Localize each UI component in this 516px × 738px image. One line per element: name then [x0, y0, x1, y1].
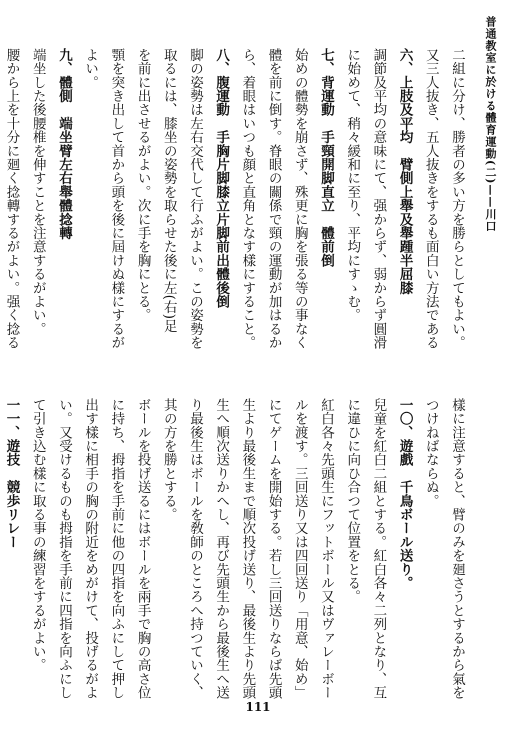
- section-heading: 八、腹運動 手胸片脚膝立片脚前出體後倒: [213, 48, 230, 309]
- section-heading: 一〇、遊戲 千鳥ボール送り。: [396, 398, 413, 590]
- text-column: よい。: [82, 48, 99, 90]
- upper-text-block: [3, 48, 470, 350]
- text-column: に違ひに向ひ合つて位置をとる。: [344, 398, 361, 604]
- section-heading: 六、上肢及平均 臂側上舉及舉踵半屈膝: [396, 48, 413, 295]
- text-column: 兒童を紅白二組とする。紅白各々二列となり、互: [370, 398, 387, 700]
- text-column: に持ち、拇指を手前に他の四指を向ふにして押し: [108, 398, 125, 700]
- text-column: 樣に注意すると、臂のみを廻さうとするから氣を: [449, 398, 465, 700]
- page-number: 111: [245, 700, 271, 714]
- text-column: 生へ順次送りかへし、再び先頭生から最後生へ送: [213, 398, 230, 700]
- text-column: に始めて、稍々緩和に至り、平均にすゝむ。: [344, 48, 361, 322]
- text-column: 體を前に倒す。脊眼の關係で頸の運動が加はるか: [265, 48, 282, 350]
- running-header: 普通教室に於ける體育運動(二)——川口: [484, 16, 497, 233]
- text-column: ルを渡す。三回送り又は四回送り「用意、始め」: [291, 398, 308, 700]
- text-column: つけねばならぬ。: [422, 398, 439, 508]
- section-heading: 七、背運動 手頸開脚直立 體前倒: [317, 48, 334, 268]
- text-column: い。又受けるものも拇指を手前に四指を向ふにし: [55, 398, 72, 700]
- lower-text-block: [3, 398, 470, 700]
- text-column: 紅白各々先頭生にフットボール又はヴァレーボー: [317, 398, 334, 700]
- section-heading: 九、體側 端坐臂左右舉體捻轉: [55, 48, 72, 240]
- text-column: 生より最後生まで順次投げ送り、最後生より先頭: [239, 398, 256, 700]
- text-column: 腰から上を十分に廻く捻轉するがよい。强く捻る: [3, 48, 20, 350]
- text-column: を前に出させるがよい。次に手を胸にとる。: [134, 48, 151, 322]
- text-column: にてゲームを開始する。若し三回送りならば先頭: [265, 398, 282, 700]
- text-column: 脚の姿勢は左右交代して行ふがよい。この姿勢を: [186, 48, 203, 350]
- section-heading: 一一、遊技 競歩リレー: [3, 398, 20, 549]
- text-column: 端坐した後腰椎を伸すことを注意するがよい。: [29, 48, 46, 336]
- text-column: 始めの體勢を崩さず、殊更に胸を張る等の事なく: [291, 48, 308, 350]
- text-column: て引き込む樣に取る事の練習をするがよい。: [29, 398, 46, 672]
- text-column: ら、着眼はいつも顔と直角となす樣にすること。: [239, 48, 256, 350]
- text-column: 二組に分け、勝者の多い方を勝らとしてもよい。: [449, 48, 465, 350]
- text-column: 出す樣に相手の胸の附近をめがけて、投げるがよ: [82, 398, 99, 700]
- text-column: り最後生はボールを敎師のところへ持つていく、: [186, 398, 203, 700]
- text-column: 取るには、膝坐の姿勢を取らせた後に左(右)足: [160, 48, 177, 333]
- text-column: 又三人抜き、五人抜きをするも面白い方法である: [422, 48, 439, 350]
- text-column: 其の方を勝とする。: [160, 398, 177, 522]
- text-column: 調節及平均の意味にて、强からず、弱からず圓滑: [370, 48, 387, 350]
- text-column: 顎を突き出して首から頭を後に屆けぬ樣にするが: [108, 48, 125, 350]
- text-column: ボールを投げ送るにはボールを兩手で胸の高さ位: [134, 398, 151, 700]
